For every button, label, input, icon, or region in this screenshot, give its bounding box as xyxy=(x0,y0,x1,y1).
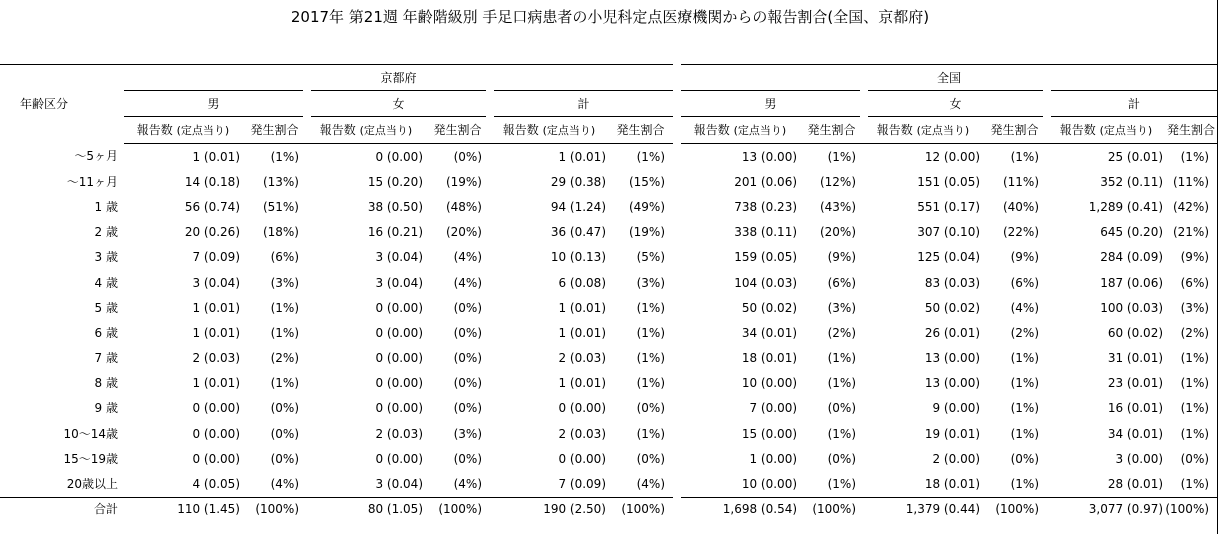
incidence-rate-cell: (1%) xyxy=(270,300,299,315)
sex-header-kyoto-1: 女 xyxy=(307,91,490,117)
incidence-rate-cell: (1%) xyxy=(636,426,666,441)
report-count-cell: 338 (0.11) xyxy=(734,225,798,240)
report-count-cell: 551 (0.17) xyxy=(917,199,981,214)
incidence-rate-cell: (1%) xyxy=(1010,149,1040,164)
region-gap xyxy=(673,396,681,421)
report-count-cell: 34 (0.01) xyxy=(1107,426,1164,441)
incidence-rate-cell: (15%) xyxy=(628,174,666,189)
incidence-rate-cell: (1%) xyxy=(636,325,666,340)
incidence-rate-cell: (5%) xyxy=(636,250,666,265)
report-count-cell: 2 (0.00) xyxy=(932,451,981,466)
report-count-cell: 307 (0.10) xyxy=(917,225,981,240)
incidence-rate-cell: (0%) xyxy=(1010,451,1040,466)
report-count-cell: 1,698 (0.54) xyxy=(681,497,799,521)
report-count-cell: 13 (0.00) xyxy=(924,351,981,366)
report-count-cell: 56 (0.74) xyxy=(184,199,240,214)
report-count-cell: 3 (0.04) xyxy=(192,275,240,290)
incidence-rate-cell: (1%) xyxy=(270,376,299,391)
incidence-rate-cell: (1%) xyxy=(1180,376,1210,391)
report-count-cell: 0 (0.00) xyxy=(375,451,423,466)
incidence-rate-cell: (22%) xyxy=(1002,225,1040,240)
report-count-cell: 9 (0.00) xyxy=(932,401,981,416)
count-column-header xyxy=(490,117,608,144)
region-gap xyxy=(673,245,681,270)
incidence-rate-cell: (40%) xyxy=(1002,199,1040,214)
report-count-cell: 0 (0.00) xyxy=(375,376,423,391)
report-count-cell: 1 (0.01) xyxy=(558,149,606,164)
incidence-rate-cell: (19%) xyxy=(628,225,666,240)
report-count-cell: 159 (0.05) xyxy=(734,250,798,265)
incidence-rate-cell: (0%) xyxy=(453,376,482,391)
report-count-cell: 7 (0.09) xyxy=(192,250,240,265)
report-count-cell: 4 (0.05) xyxy=(192,477,240,492)
sex-header-national-2: 計 xyxy=(1047,91,1217,117)
incidence-rate-cell: (18%) xyxy=(262,225,299,240)
report-count-cell: 34 (0.01) xyxy=(741,325,798,340)
incidence-rate-cell: (3%) xyxy=(453,426,482,441)
report-count-cell: 16 (0.21) xyxy=(367,225,423,240)
report-count-cell: 645 (0.20) xyxy=(1100,225,1164,240)
age-label: 8 歳 xyxy=(94,376,118,391)
count-label: 報告数 xyxy=(319,122,356,137)
incidence-rate-cell: (6%) xyxy=(1180,275,1210,290)
incidence-rate-cell: (0%) xyxy=(636,401,666,416)
table-row xyxy=(0,320,1217,345)
incidence-rate-cell: (21%) xyxy=(1172,225,1210,240)
table-row xyxy=(0,270,1217,295)
report-count-cell: 3 (0.04) xyxy=(375,250,423,265)
count-column-header xyxy=(307,117,425,144)
report-count-cell: 15 (0.20) xyxy=(367,174,423,189)
incidence-rate-cell: (4%) xyxy=(453,275,482,290)
per-sentinel-note: (定点当り) xyxy=(359,123,413,137)
incidence-rate-cell: (0%) xyxy=(453,149,482,164)
incidence-rate-cell: (1%) xyxy=(1180,426,1210,441)
table-row xyxy=(0,446,1217,471)
incidence-rate-cell: (1%) xyxy=(1010,401,1040,416)
report-count-cell: 151 (0.05) xyxy=(917,174,981,189)
report-count-cell: 36 (0.47) xyxy=(550,225,606,240)
region-header-kyoto: 京都府 xyxy=(124,65,673,91)
rate-column-header: 発生割合 xyxy=(799,117,864,144)
incidence-rate-cell: (1%) xyxy=(1180,401,1210,416)
count-label: 報告数 xyxy=(1059,122,1096,137)
count-label: 報告数 xyxy=(693,122,730,137)
table-row xyxy=(0,346,1217,371)
incidence-rate-cell: (20%) xyxy=(445,225,482,240)
incidence-rate-cell: (6%) xyxy=(270,250,299,265)
age-label: 10～14歳 xyxy=(63,426,118,441)
incidence-rate-cell: (1%) xyxy=(1010,426,1040,441)
count-column-header xyxy=(864,117,982,144)
report-count-cell: 0 (0.00) xyxy=(192,401,240,416)
incidence-rate-cell: (2%) xyxy=(827,325,857,340)
incidence-rate-cell: (1%) xyxy=(270,325,299,340)
region-gap xyxy=(673,270,681,295)
sex-header-national-0: 男 xyxy=(681,91,864,117)
age-label: 2 歳 xyxy=(94,225,118,240)
age-label: 1 歳 xyxy=(94,199,118,214)
incidence-rate-cell: (1%) xyxy=(636,149,666,164)
report-count-cell: 50 (0.02) xyxy=(924,300,981,315)
region-gap xyxy=(673,117,681,144)
incidence-rate-cell: (6%) xyxy=(827,275,857,290)
region-gap xyxy=(673,497,681,521)
age-label: 6 歳 xyxy=(94,325,118,340)
report-count-cell: 0 (0.00) xyxy=(192,451,240,466)
report-count-cell: 0 (0.00) xyxy=(375,149,423,164)
report-count-cell: 10 (0.13) xyxy=(550,250,606,265)
region-gap xyxy=(673,220,681,245)
report-count-cell: 50 (0.02) xyxy=(741,300,798,315)
incidence-rate-cell: (19%) xyxy=(445,174,482,189)
count-label: 報告数 xyxy=(136,122,173,137)
incidence-rate-cell: (1%) xyxy=(827,149,857,164)
report-count-cell: 1 (0.00) xyxy=(749,451,798,466)
incidence-rate-cell: (0%) xyxy=(453,351,482,366)
rate-column-header: 発生割合 xyxy=(425,117,490,144)
table-row xyxy=(0,396,1217,421)
incidence-rate-cell: (48%) xyxy=(445,199,482,214)
table-row xyxy=(0,245,1217,270)
incidence-rate-cell: (0%) xyxy=(270,426,299,441)
report-count-cell: 26 (0.01) xyxy=(924,325,981,340)
report-count-cell: 3 (0.04) xyxy=(375,275,423,290)
region-gap xyxy=(673,91,681,117)
count-column-header xyxy=(1047,117,1165,144)
incidence-rate-cell: (3%) xyxy=(1180,300,1210,315)
report-count-cell: 738 (0.23) xyxy=(734,199,798,214)
table-row xyxy=(0,169,1217,194)
region-gap xyxy=(673,169,681,194)
region-header-national: 全国 xyxy=(681,65,1217,91)
incidence-rate-cell: (0%) xyxy=(453,300,482,315)
incidence-rate-cell: (1%) xyxy=(270,149,299,164)
report-count-cell: 1 (0.01) xyxy=(192,325,240,340)
report-count-cell: 6 (0.08) xyxy=(558,275,606,290)
incidence-rate-cell: (3%) xyxy=(270,275,299,290)
report-count-cell: 10 (0.00) xyxy=(741,477,798,492)
report-count-cell: 16 (0.01) xyxy=(1107,401,1164,416)
report-count-cell: 2 (0.03) xyxy=(192,351,240,366)
report-title: 2017年 第21週 年齢階級別 手足口病患者の小児科定点医療機関からの報告割合(全国、京都府) xyxy=(290,8,930,26)
region-gap xyxy=(673,194,681,219)
table-row xyxy=(0,220,1217,245)
report-count-cell: 1 (0.01) xyxy=(192,149,240,164)
age-label: 9 歳 xyxy=(94,401,118,416)
report-count-cell: 0 (0.00) xyxy=(375,401,423,416)
incidence-rate-cell: (0%) xyxy=(453,325,482,340)
age-label: 7 歳 xyxy=(94,351,118,366)
age-label: 20歳以上 xyxy=(66,477,118,492)
age-label: 5 歳 xyxy=(94,300,118,315)
report-count-cell: 23 (0.01) xyxy=(1107,376,1164,391)
rate-column-header: 発生割合 xyxy=(242,117,307,144)
incidence-rate-cell: (0%) xyxy=(827,451,857,466)
incidence-rate-cell: (3%) xyxy=(636,275,666,290)
age-report-table xyxy=(0,64,1217,521)
incidence-rate-cell: (100%) xyxy=(1165,497,1217,521)
report-count-cell: 94 (1.24) xyxy=(550,199,606,214)
incidence-rate-cell: (0%) xyxy=(453,451,482,466)
incidence-rate-cell: (49%) xyxy=(628,199,666,214)
incidence-rate-cell: (9%) xyxy=(827,250,857,265)
incidence-rate-cell: (2%) xyxy=(1010,325,1040,340)
incidence-rate-cell: (4%) xyxy=(1010,300,1040,315)
incidence-rate-cell: (4%) xyxy=(270,477,299,492)
incidence-rate-cell: (42%) xyxy=(1172,199,1210,214)
age-label: 4 歳 xyxy=(94,275,118,290)
per-sentinel-note: (定点当り) xyxy=(1099,123,1153,137)
incidence-rate-cell: (2%) xyxy=(270,351,299,366)
report-count-cell: 187 (0.06) xyxy=(1100,275,1164,290)
report-count-cell: 0 (0.00) xyxy=(192,426,240,441)
report-count-cell: 18 (0.01) xyxy=(924,477,981,492)
report-count-cell: 2 (0.03) xyxy=(375,426,423,441)
incidence-rate-cell: (0%) xyxy=(1180,451,1210,466)
incidence-rate-cell: (100%) xyxy=(608,497,673,521)
incidence-rate-cell: (4%) xyxy=(636,477,666,492)
report-count-cell: 13 (0.00) xyxy=(741,149,798,164)
incidence-rate-cell: (11%) xyxy=(1172,174,1210,189)
table-row xyxy=(0,471,1217,497)
incidence-rate-cell: (2%) xyxy=(1180,325,1210,340)
age-label: 3 歳 xyxy=(94,250,118,265)
report-count-cell: 125 (0.04) xyxy=(917,250,981,265)
report-count-cell: 1 (0.01) xyxy=(192,376,240,391)
report-count-cell: 38 (0.50) xyxy=(367,199,423,214)
incidence-rate-cell: (100%) xyxy=(982,497,1047,521)
report-count-cell: 7 (0.00) xyxy=(749,401,798,416)
report-count-cell: 100 (0.03) xyxy=(1100,300,1164,315)
table-row xyxy=(0,194,1217,219)
incidence-rate-cell: (43%) xyxy=(819,199,857,214)
report-count-cell: 29 (0.38) xyxy=(550,174,606,189)
report-count-cell: 3 (0.00) xyxy=(1115,451,1164,466)
incidence-rate-cell: (100%) xyxy=(799,497,864,521)
report-count-cell: 12 (0.00) xyxy=(924,149,981,164)
incidence-rate-cell: (1%) xyxy=(1010,477,1040,492)
report-count-cell: 31 (0.01) xyxy=(1107,351,1164,366)
incidence-rate-cell: (51%) xyxy=(262,199,299,214)
report-count-cell: 0 (0.00) xyxy=(375,300,423,315)
count-column-header xyxy=(681,117,799,144)
sex-header-kyoto-2: 計 xyxy=(490,91,673,117)
report-count-cell: 201 (0.06) xyxy=(734,174,798,189)
region-gap xyxy=(673,144,681,170)
incidence-rate-cell: (100%) xyxy=(242,497,307,521)
report-count-cell: 15 (0.00) xyxy=(741,426,798,441)
age-label: 15～19歳 xyxy=(63,451,118,466)
region-gap xyxy=(673,371,681,396)
right-border-line xyxy=(1217,0,1218,534)
table-row xyxy=(0,144,1217,170)
report-count-cell: 0 (0.00) xyxy=(558,451,606,466)
region-gap xyxy=(673,421,681,446)
incidence-rate-cell: (13%) xyxy=(262,174,299,189)
report-count-cell: 80 (1.05) xyxy=(307,497,425,521)
table-row xyxy=(0,371,1217,396)
report-count-cell: 3 (0.04) xyxy=(375,477,423,492)
incidence-rate-cell: (1%) xyxy=(827,477,857,492)
region-gap xyxy=(673,346,681,371)
report-count-cell: 104 (0.03) xyxy=(734,275,798,290)
report-count-cell: 1,379 (0.44) xyxy=(864,497,982,521)
table-row xyxy=(0,421,1217,446)
per-sentinel-note: (定点当り) xyxy=(916,123,970,137)
incidence-rate-cell: (1%) xyxy=(1180,477,1210,492)
age-column-header: 年齢区分 xyxy=(0,65,124,144)
incidence-rate-cell: (1%) xyxy=(1010,351,1040,366)
sex-header-national-1: 女 xyxy=(864,91,1047,117)
incidence-rate-cell: (1%) xyxy=(1180,351,1210,366)
report-count-cell: 2 (0.03) xyxy=(558,426,606,441)
report-count-cell: 25 (0.01) xyxy=(1107,149,1164,164)
incidence-rate-cell: (1%) xyxy=(636,376,666,391)
report-count-cell: 1 (0.01) xyxy=(558,325,606,340)
incidence-rate-cell: (100%) xyxy=(425,497,490,521)
incidence-rate-cell: (11%) xyxy=(1002,174,1040,189)
region-gap xyxy=(673,471,681,497)
per-sentinel-note: (定点当り) xyxy=(542,123,596,137)
report-count-cell: 28 (0.01) xyxy=(1107,477,1164,492)
incidence-rate-cell: (6%) xyxy=(1010,275,1040,290)
incidence-rate-cell: (0%) xyxy=(270,451,299,466)
incidence-rate-cell: (1%) xyxy=(1180,149,1210,164)
report-count-cell: 1 (0.01) xyxy=(558,376,606,391)
report-count-cell: 13 (0.00) xyxy=(924,376,981,391)
incidence-rate-cell: (0%) xyxy=(453,401,482,416)
report-count-cell: 110 (1.45) xyxy=(124,497,242,521)
incidence-rate-cell: (1%) xyxy=(636,351,666,366)
report-count-cell: 1 (0.01) xyxy=(558,300,606,315)
report-count-cell: 60 (0.02) xyxy=(1107,325,1164,340)
incidence-rate-cell: (9%) xyxy=(1010,250,1040,265)
report-count-cell: 2 (0.03) xyxy=(558,351,606,366)
report-count-cell: 3,077 (0.97) xyxy=(1047,497,1165,521)
report-count-cell: 0 (0.00) xyxy=(558,401,606,416)
report-count-cell: 1,289 (0.41) xyxy=(1088,199,1164,214)
count-label: 報告数 xyxy=(876,122,913,137)
age-label: ～11ヶ月 xyxy=(66,174,118,189)
incidence-rate-cell: (4%) xyxy=(453,250,482,265)
report-count-cell: 190 (2.50) xyxy=(490,497,608,521)
incidence-rate-cell: (12%) xyxy=(819,174,857,189)
report-count-cell: 20 (0.26) xyxy=(184,225,240,240)
rate-column-header: 発生割合 xyxy=(1165,117,1217,144)
report-count-cell: 0 (0.00) xyxy=(375,325,423,340)
age-label: ～5ヶ月 xyxy=(74,149,118,164)
incidence-rate-cell: (1%) xyxy=(827,376,857,391)
count-label: 報告数 xyxy=(502,122,539,137)
incidence-rate-cell: (1%) xyxy=(636,300,666,315)
region-gap xyxy=(673,65,681,91)
incidence-rate-cell: (1%) xyxy=(1010,376,1040,391)
incidence-rate-cell: (3%) xyxy=(827,300,857,315)
total-row xyxy=(0,497,1217,521)
region-gap xyxy=(673,446,681,471)
sex-header-kyoto-0: 男 xyxy=(124,91,307,117)
incidence-rate-cell: (0%) xyxy=(827,401,857,416)
per-sentinel-note: (定点当り) xyxy=(733,123,787,137)
report-count-cell: 18 (0.01) xyxy=(741,351,798,366)
incidence-rate-cell: (0%) xyxy=(270,401,299,416)
report-count-cell: 14 (0.18) xyxy=(184,174,240,189)
report-count-cell: 7 (0.09) xyxy=(558,477,606,492)
report-count-cell: 284 (0.09) xyxy=(1100,250,1164,265)
rate-column-header: 発生割合 xyxy=(608,117,673,144)
report-count-cell: 0 (0.00) xyxy=(375,351,423,366)
table-row xyxy=(0,295,1217,320)
region-gap xyxy=(673,320,681,345)
incidence-rate-cell: (9%) xyxy=(1180,250,1210,265)
incidence-rate-cell: (1%) xyxy=(827,351,857,366)
rate-column-header: 発生割合 xyxy=(982,117,1047,144)
count-column-header xyxy=(124,117,242,144)
report-count-cell: 19 (0.01) xyxy=(924,426,981,441)
age-label: 合計 xyxy=(0,497,124,521)
incidence-rate-cell: (4%) xyxy=(453,477,482,492)
report-count-cell: 83 (0.03) xyxy=(924,275,981,290)
report-count-cell: 1 (0.01) xyxy=(192,300,240,315)
incidence-rate-cell: (1%) xyxy=(827,426,857,441)
region-gap xyxy=(673,295,681,320)
incidence-rate-cell: (0%) xyxy=(636,451,666,466)
incidence-rate-cell: (20%) xyxy=(819,225,857,240)
report-count-cell: 10 (0.00) xyxy=(741,376,798,391)
report-count-cell: 352 (0.11) xyxy=(1100,174,1164,189)
per-sentinel-note: (定点当り) xyxy=(176,123,230,137)
